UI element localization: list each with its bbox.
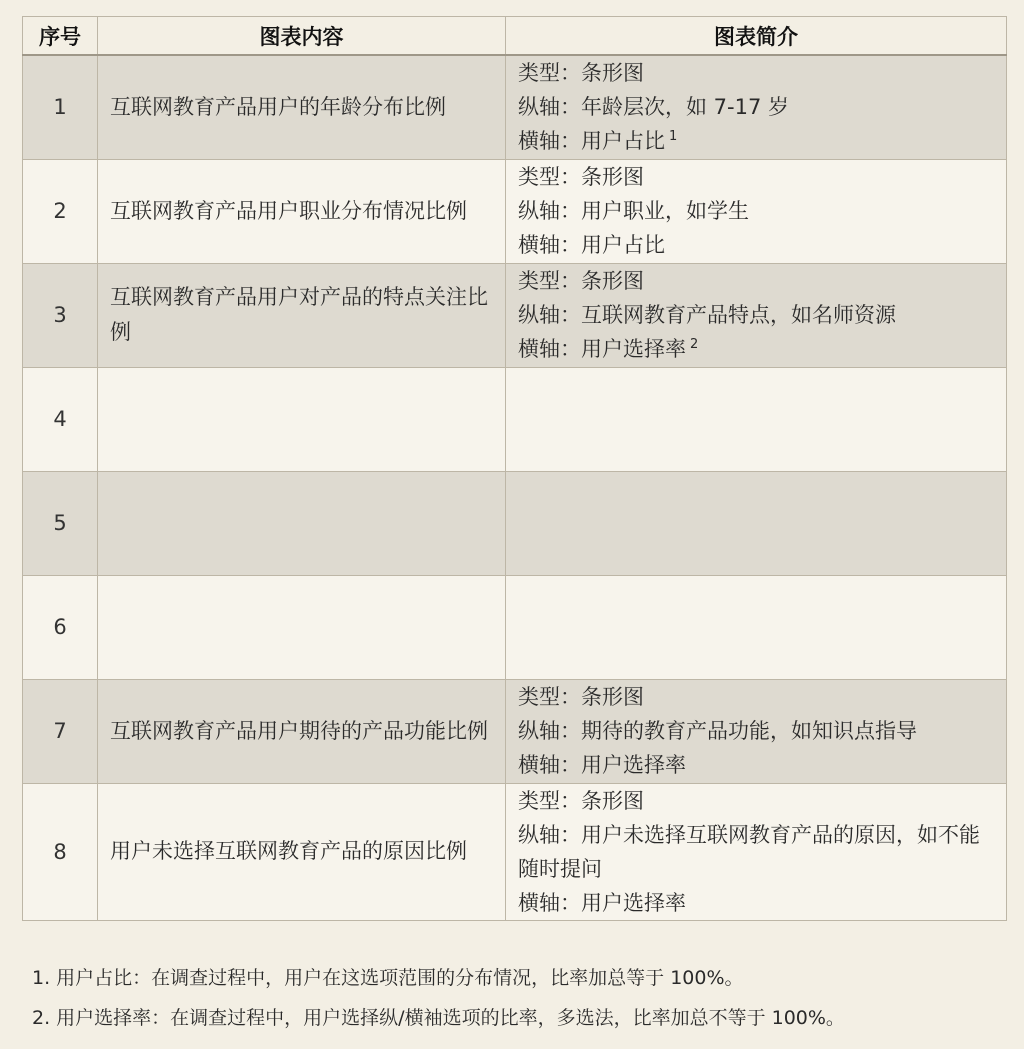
row-number: 3 xyxy=(23,263,98,367)
row-chart-content-empty xyxy=(98,367,506,471)
intro-y-axis: 纵轴：用户未选择互联网教育产品的原因，如不能随时提问 xyxy=(518,822,980,881)
table-row xyxy=(23,783,1007,920)
footnote-ref: 2 xyxy=(690,337,699,352)
row-chart-content: 互联网教育产品用户对产品的特点关注比例 xyxy=(98,263,506,367)
row-chart-content: 互联网教育产品用户期待的产品功能比例 xyxy=(98,679,506,783)
table-row xyxy=(23,679,1007,783)
intro-x-axis: 横轴：用户选择率 xyxy=(518,753,686,777)
header-index: 序号 xyxy=(23,17,98,56)
chart-plan-table xyxy=(22,16,1007,921)
row-number: 6 xyxy=(23,575,98,679)
row-chart-content: 用户未选择互联网教育产品的原因比例 xyxy=(98,783,506,920)
table-row xyxy=(23,55,1007,159)
table-header-row xyxy=(23,17,1007,56)
intro-x-axis: 横轴：用户选择率 xyxy=(518,890,686,915)
row-number: 7 xyxy=(23,679,98,783)
footnote-2: 2. 用户选择率：在调查过程中，用户选择纵/横袖选项的比率，多选法，比率加总不等于 100%。 xyxy=(32,1007,845,1029)
row-chart-intro-empty xyxy=(506,471,1007,575)
table-row xyxy=(23,263,1007,367)
intro-x-axis: 横轴：用户选择率 xyxy=(518,337,686,361)
row-chart-intro xyxy=(506,263,1007,367)
row-chart-content-empty xyxy=(98,575,506,679)
intro-x-axis: 横轴：用户占比 xyxy=(518,233,665,257)
row-number: 1 xyxy=(23,55,98,159)
row-chart-content-empty xyxy=(98,471,506,575)
intro-x-axis-line xyxy=(518,332,996,366)
row-chart-intro-empty xyxy=(506,575,1007,679)
table-row xyxy=(23,367,1007,471)
table-row xyxy=(23,159,1007,263)
header-chart-content: 图表内容 xyxy=(98,17,506,56)
row-chart-content: 互联网教育产品用户职业分布情况比例 xyxy=(98,159,506,263)
intro-y-axis: 纵轴：用户职业，如学生 xyxy=(518,199,749,223)
intro-x-axis: 横轴：用户占比 xyxy=(518,129,665,154)
row-number: 5 xyxy=(23,471,98,575)
header-chart-intro: 图表简介 xyxy=(506,17,1007,56)
chart-plan-table-wrapper xyxy=(22,16,1006,921)
intro-x-axis-line xyxy=(518,124,996,158)
row-chart-content: 互联网教育产品用户的年龄分布比例 xyxy=(98,55,506,159)
intro-type: 类型：条形图 xyxy=(518,269,644,293)
footnote-1: 1. 用户占比：在调查过程中，用户在这选项范围的分布情况，比率加总等于 100%。 xyxy=(32,967,744,989)
table-row xyxy=(23,575,1007,679)
footnotes xyxy=(32,958,845,1038)
intro-type: 类型：条形图 xyxy=(518,61,644,86)
row-chart-intro xyxy=(506,679,1007,783)
row-number: 8 xyxy=(23,783,98,920)
intro-y-axis: 纵轴：年龄层次，如 7-17 岁 xyxy=(518,95,790,120)
row-chart-intro xyxy=(506,159,1007,263)
row-chart-intro xyxy=(506,783,1007,920)
footnote-ref: 1 xyxy=(669,129,678,145)
intro-type: 类型：条形图 xyxy=(518,788,644,813)
table-row xyxy=(23,471,1007,575)
intro-type: 类型：条形图 xyxy=(518,165,644,189)
row-chart-intro-empty xyxy=(506,367,1007,471)
intro-y-axis: 纵轴：期待的教育产品功能，如知识点指导 xyxy=(518,719,917,743)
intro-y-axis: 纵轴：互联网教育产品特点，如名师资源 xyxy=(518,303,896,327)
row-number: 4 xyxy=(23,367,98,471)
intro-type: 类型：条形图 xyxy=(518,685,644,709)
row-number: 2 xyxy=(23,159,98,263)
row-chart-intro xyxy=(506,55,1007,159)
